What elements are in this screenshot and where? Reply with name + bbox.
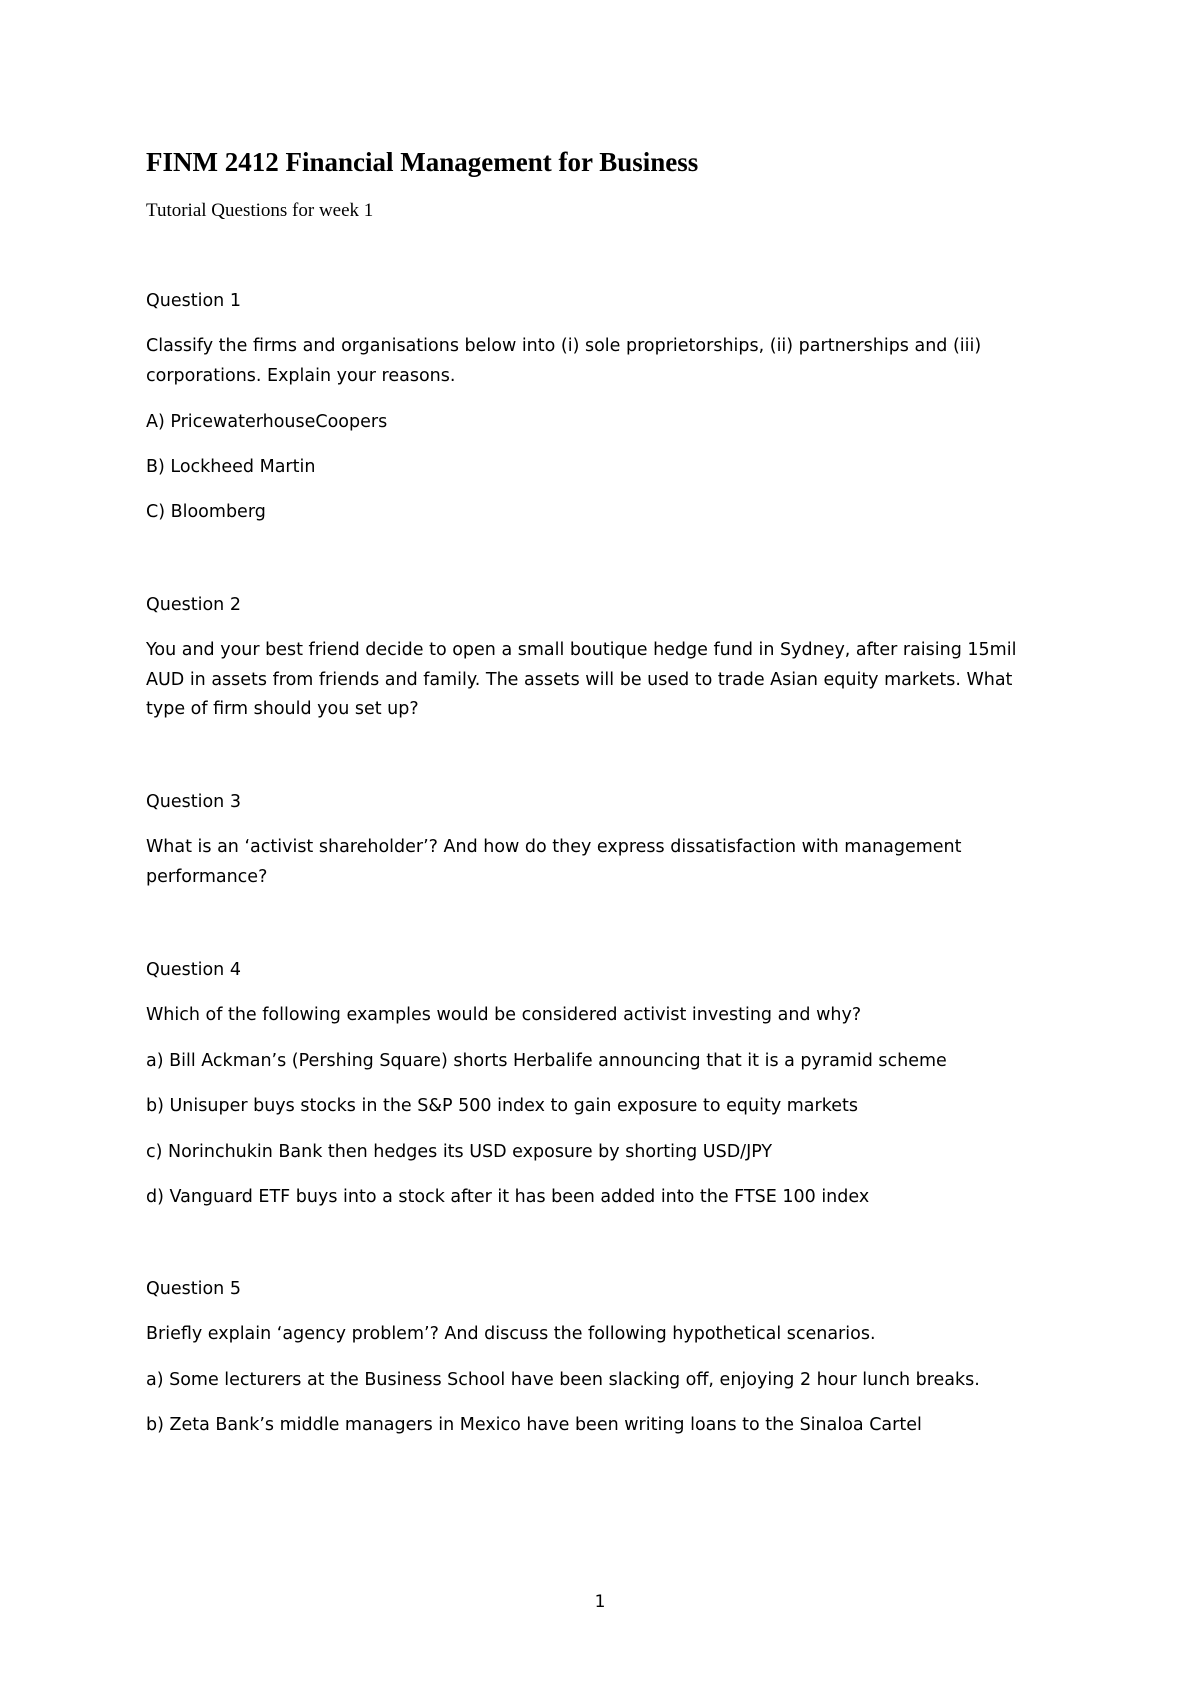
question-5-heading: Question 5 (146, 1279, 241, 1299)
question-5-item-b: b) Zeta Bank’s middle managers in Mexico have been writing loans to the Sinaloa Cartel (146, 1415, 922, 1435)
question-4-item-b: b) Unisuper buys stocks in the S&P 500 index to gain exposure to equity markets (146, 1096, 858, 1116)
question-4-item-a: a) Bill Ackman’s (Pershing Square) shorts Herbalife announcing that it is a pyramid scheme (146, 1051, 947, 1071)
document-subtitle: Tutorial Questions for week 1 (146, 200, 374, 221)
question-5-item-a: a) Some lecturers at the Business School have been slacking off, enjoying 2 hour lunch breaks. (146, 1370, 980, 1390)
question-1-prompt-line-2: corporations. Explain your reasons. (146, 366, 456, 386)
question-1-item-b: B) Lockheed Martin (146, 457, 316, 477)
question-2-prompt-line-1: You and your best friend decide to open a small boutique hedge fund in Sydney, after raising 15mil (146, 640, 1017, 660)
question-1-item-a: A) PricewaterhouseCoopers (146, 412, 388, 432)
question-2-heading: Question 2 (146, 595, 241, 615)
page-number: 1 (594, 1592, 606, 1612)
question-3-heading: Question 3 (146, 792, 241, 812)
question-2-prompt-line-2: AUD in assets from friends and family. The assets will be used to trade Asian equity markets. What (146, 670, 1013, 690)
question-3-prompt-line-2: performance? (146, 867, 268, 887)
document-title: FINM 2412 Financial Management for Business (146, 147, 699, 177)
question-4-prompt-line-1: Which of the following examples would be considered activist investing and why? (146, 1005, 862, 1025)
question-1-item-c: C) Bloomberg (146, 502, 266, 522)
question-5-prompt-line-1: Briefly explain ‘agency problem’? And discuss the following hypothetical scenarios. (146, 1324, 876, 1344)
question-1-prompt-line-1: Classify the firms and organisations below into (i) sole proprietorships, (ii) partnerships and (iii) (146, 336, 982, 356)
question-4-heading: Question 4 (146, 960, 241, 980)
question-3-prompt-line-1: What is an ‘activist shareholder’? And how do they express dissatisfaction with management (146, 837, 962, 857)
question-2-prompt-line-3: type of firm should you set up? (146, 699, 419, 719)
question-4-item-d: d) Vanguard ETF buys into a stock after it has been added into the FTSE 100 index (146, 1187, 870, 1207)
question-4-item-c: c) Norinchukin Bank then hedges its USD exposure by shorting USD/JPY (146, 1142, 773, 1162)
question-1-heading: Question 1 (146, 291, 241, 311)
